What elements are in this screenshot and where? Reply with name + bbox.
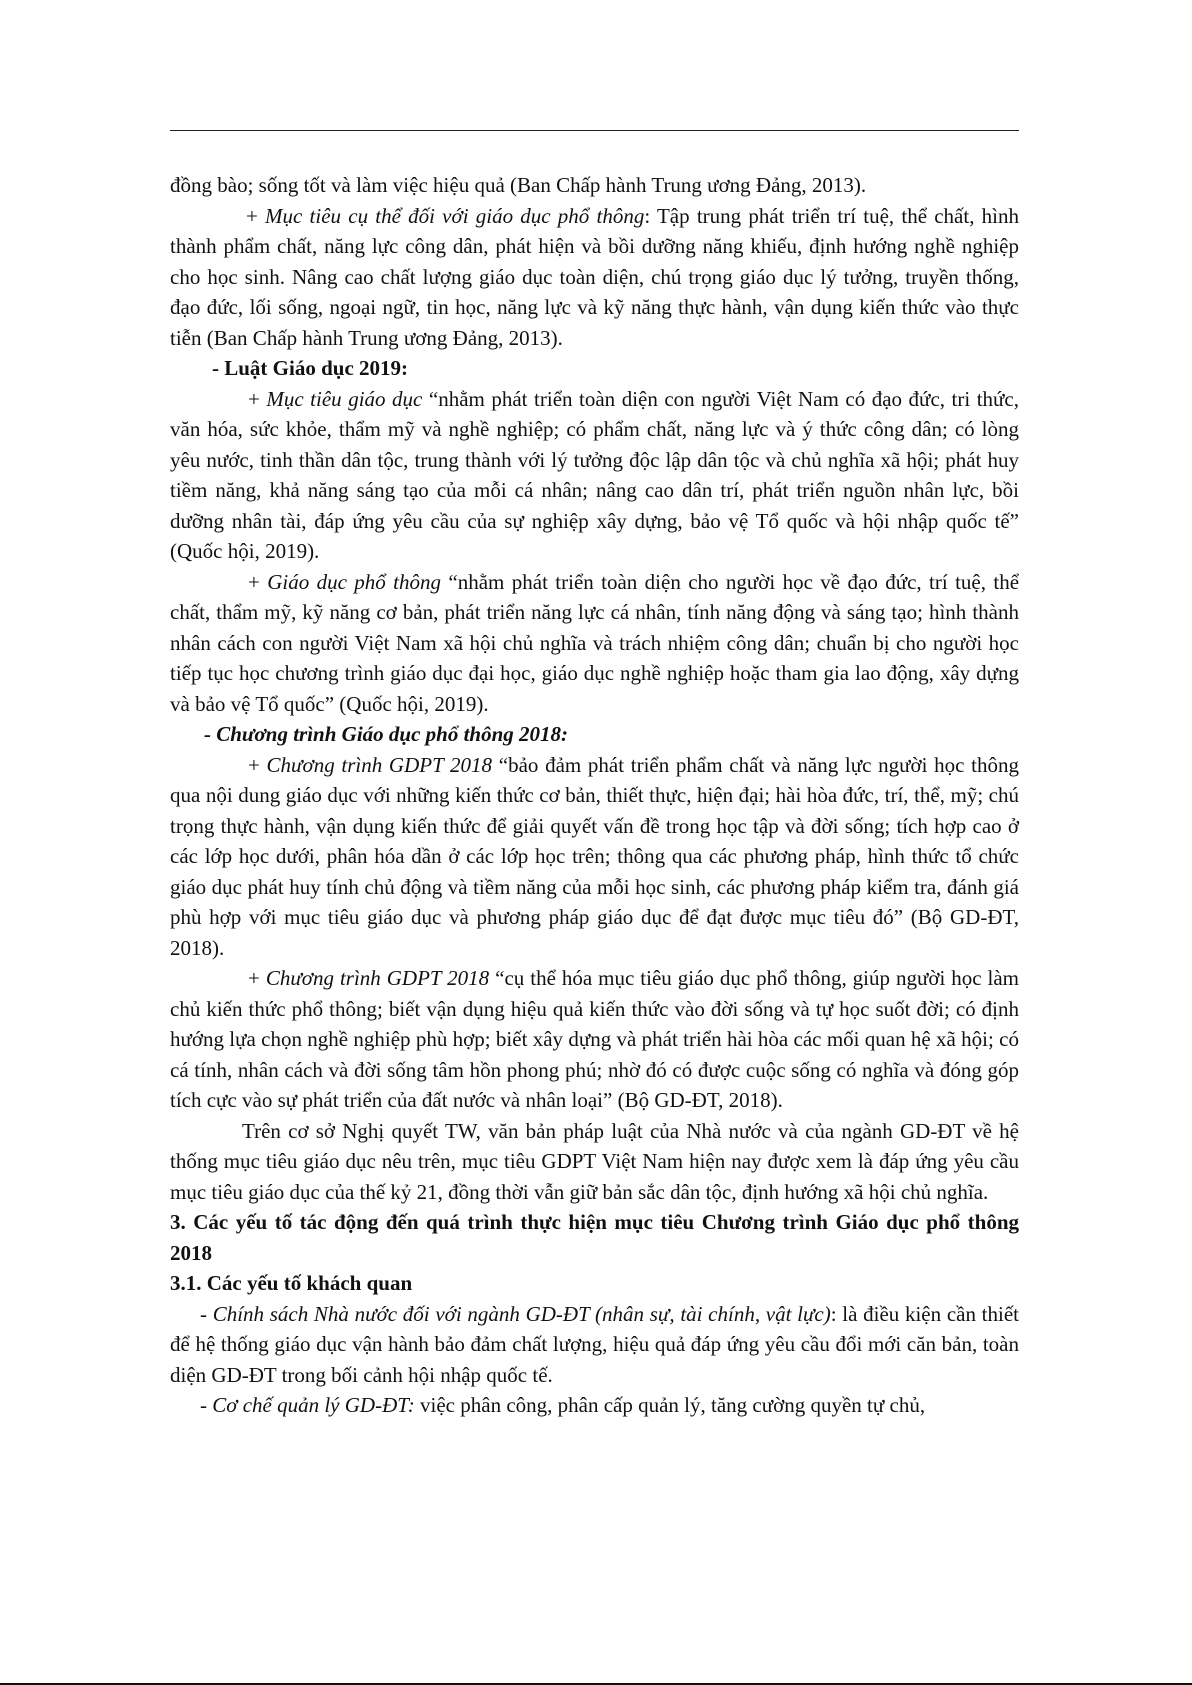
paragraph-8-text: : là điều kiện cần thiết để hệ thống giáo dục vận hành bảo đảm chất lượng, hiệu quả đáp ứng yêu cầu đổi mới căn bản, toàn diện GD-ĐT trong bối cảnh hội nhập quốc tế.: [170, 1301, 1019, 1387]
term-state-policy: - Chính sách Nhà nước đối với ngành GD-ĐT (nhân sự, tài chính, vật lực): [200, 1301, 831, 1326]
paragraph-7: Trên cơ sở Nghị quyết TW, văn bản pháp luật của Nhà nước và của ngành GD-ĐT về hệ thống mục tiêu giáo dục nêu trên, mục tiêu GDPT Việt Nam hiện nay được xem là đáp ứng yêu cầu mục tiêu giáo dục của thế kỷ 21, đồng thời vẫn giữ bản sắc dân tộc, định hướng xã hội chủ nghĩa.: [170, 1118, 1019, 1204]
paragraph-1: đồng bào; sống tốt và làm việc hiệu quả (Ban Chấp hành Trung ương Đảng, 2013).: [170, 173, 867, 197]
paragraph-2-text: : Tập trung phát triển trí tuệ, thể chất, hình thành phẩm chất, năng lực công dân, phát hiện và bồi dưỡng năng khiếu, định hướng nghề nghiệp cho học sinh. Nâng cao chất lượng giáo dục toàn diện, chú trọng giáo dục lý tưởng, truyền thống, đạo đức, lối sống, ngoại ngữ, tin học, năng lực và kỹ năng thực hành, vận dụng kiến thức vào thực tiễn (Ban Chấp hành Trung ương Đảng, 2013).: [170, 203, 1019, 350]
paragraph-3: [170, 384, 1019, 567]
heading-section-3: 3. Các yếu tố tác động đến quá trình thực hiện mục tiêu Chương trình Giáo dục phổ thông 2018: [170, 1210, 1019, 1265]
paragraph-4-text: “nhằm phát triển toàn diện cho người học về đạo đức, trí tuệ, thể chất, thẩm mỹ, kỹ năng cơ bản, phát triển năng lực cá nhân, tính năng động và sáng tạo; hình thành nhân cách con người Việt Nam xã hội chủ nghĩa và trách nhiệm công dân; chuẩn bị cho người học tiếp tục học chương trình giáo dục đại học, giáo dục nghề nghiệp hoặc tham gia lao động, xây dựng và bảo vệ Tổ quốc” (Quốc hội, 2019).: [170, 569, 1020, 716]
paragraph-3-text: “nhằm phát triển toàn diện con người Việt Nam có đạo đức, tri thức, văn hóa, sức khỏe, thẩm mỹ và nghề nghiệp; có phẩm chất, năng lực và ý thức công dân; có lòng yêu nước, tinh thần dân tộc, trung thành với lý tưởng độc lập dân tộc và chủ nghĩa xã hội; phát huy tiềm năng, khả năng sáng tạo của mỗi cá nhân; nâng cao dân trí, phát triển nguồn nhân lực, bồi dưỡng nhân tài, đáp ứng yêu cầu của sự nghiệp xây dựng, bảo vệ Tổ quốc và hội nhập quốc tế” (Quốc hội, 2019).: [170, 386, 1019, 563]
term-gdpt-2018: Chương trình GDPT 2018: [265, 966, 490, 990]
paragraph-6-text: “cụ thể hóa mục tiêu giáo dục phổ thông, giúp người học làm chủ kiến thức phổ thông; biết vận dụng hiệu quả kiến thức vào đời sống và tự học suốt đời; có định hướng lựa chọn nghề nghiệp phù hợp; biết xây dựng và phát triển hài hòa các mối quan hệ xã hội; có cá tính, nhân cách và đời sống tâm hồn phong phú; nhờ đó có được cuộc sống có nghĩa và đóng góp tích cực vào sự phát triển của đất nước và nhân loại” (Bộ GD-ĐT, 2018).: [170, 966, 1020, 1112]
bullet-plus: +: [246, 203, 266, 228]
bullet-plus: +: [248, 966, 266, 990]
term-specific-goal: Mục tiêu cụ thể đối với giáo dục phổ thông: [265, 203, 645, 228]
heading-education-law: - Luật Giáo dục 2019:: [212, 356, 409, 380]
paragraph-9: [170, 1390, 1019, 1421]
document-body: [170, 170, 1019, 1421]
term-gdpt-2018: Chương trình GDPT 2018: [266, 752, 493, 777]
header-rule: [170, 130, 1019, 131]
term-education-goal: Mục tiêu giáo dục: [266, 386, 423, 411]
term-management-mechanism: - Cơ chế quản lý GD-ĐT:: [200, 1393, 415, 1417]
heading-program-2018: - Chương trình Giáo dục phổ thông 2018:: [204, 722, 569, 746]
heading-section-3-1: 3.1. Các yếu tố khách quan: [170, 1271, 413, 1295]
bullet-plus: +: [248, 752, 267, 777]
paragraph-4: [170, 567, 1019, 720]
paragraph-6: [170, 963, 1019, 1116]
paragraph-9-text: việc phân công, phân cấp quản lý, tăng cường quyền tự chủ,: [414, 1393, 926, 1417]
term-general-education: Giáo dục phổ thông: [267, 569, 442, 594]
paragraph-2: [170, 201, 1019, 354]
bullet-plus: +: [248, 569, 268, 594]
bullet-plus: +: [248, 386, 267, 411]
paragraph-5: [170, 750, 1019, 964]
paragraph-5-text: “bảo đảm phát triển phẩm chất và năng lực người học thông qua nội dung giáo dục với những kiến thức cơ bản, thiết thực, hiện đại; hài hòa đức, trí, thể, mỹ; chú trọng thực hành, vận dụng kiến thức để giải quyết vấn đề trong học tập và đời sống; tích hợp cao ở các lớp học dưới, phân hóa dần ở các lớp học trên; thông qua các phương pháp, hình thức tổ chức giáo dục phát huy tính chủ động và tiềm năng của mỗi học sinh, các phương pháp kiểm tra, đánh giá phù hợp với mục tiêu giáo dục và phương pháp giáo dục để đạt được mục tiêu đó” (Bộ GD-ĐT, 2018).: [170, 752, 1019, 960]
paragraph-8: [170, 1299, 1019, 1391]
